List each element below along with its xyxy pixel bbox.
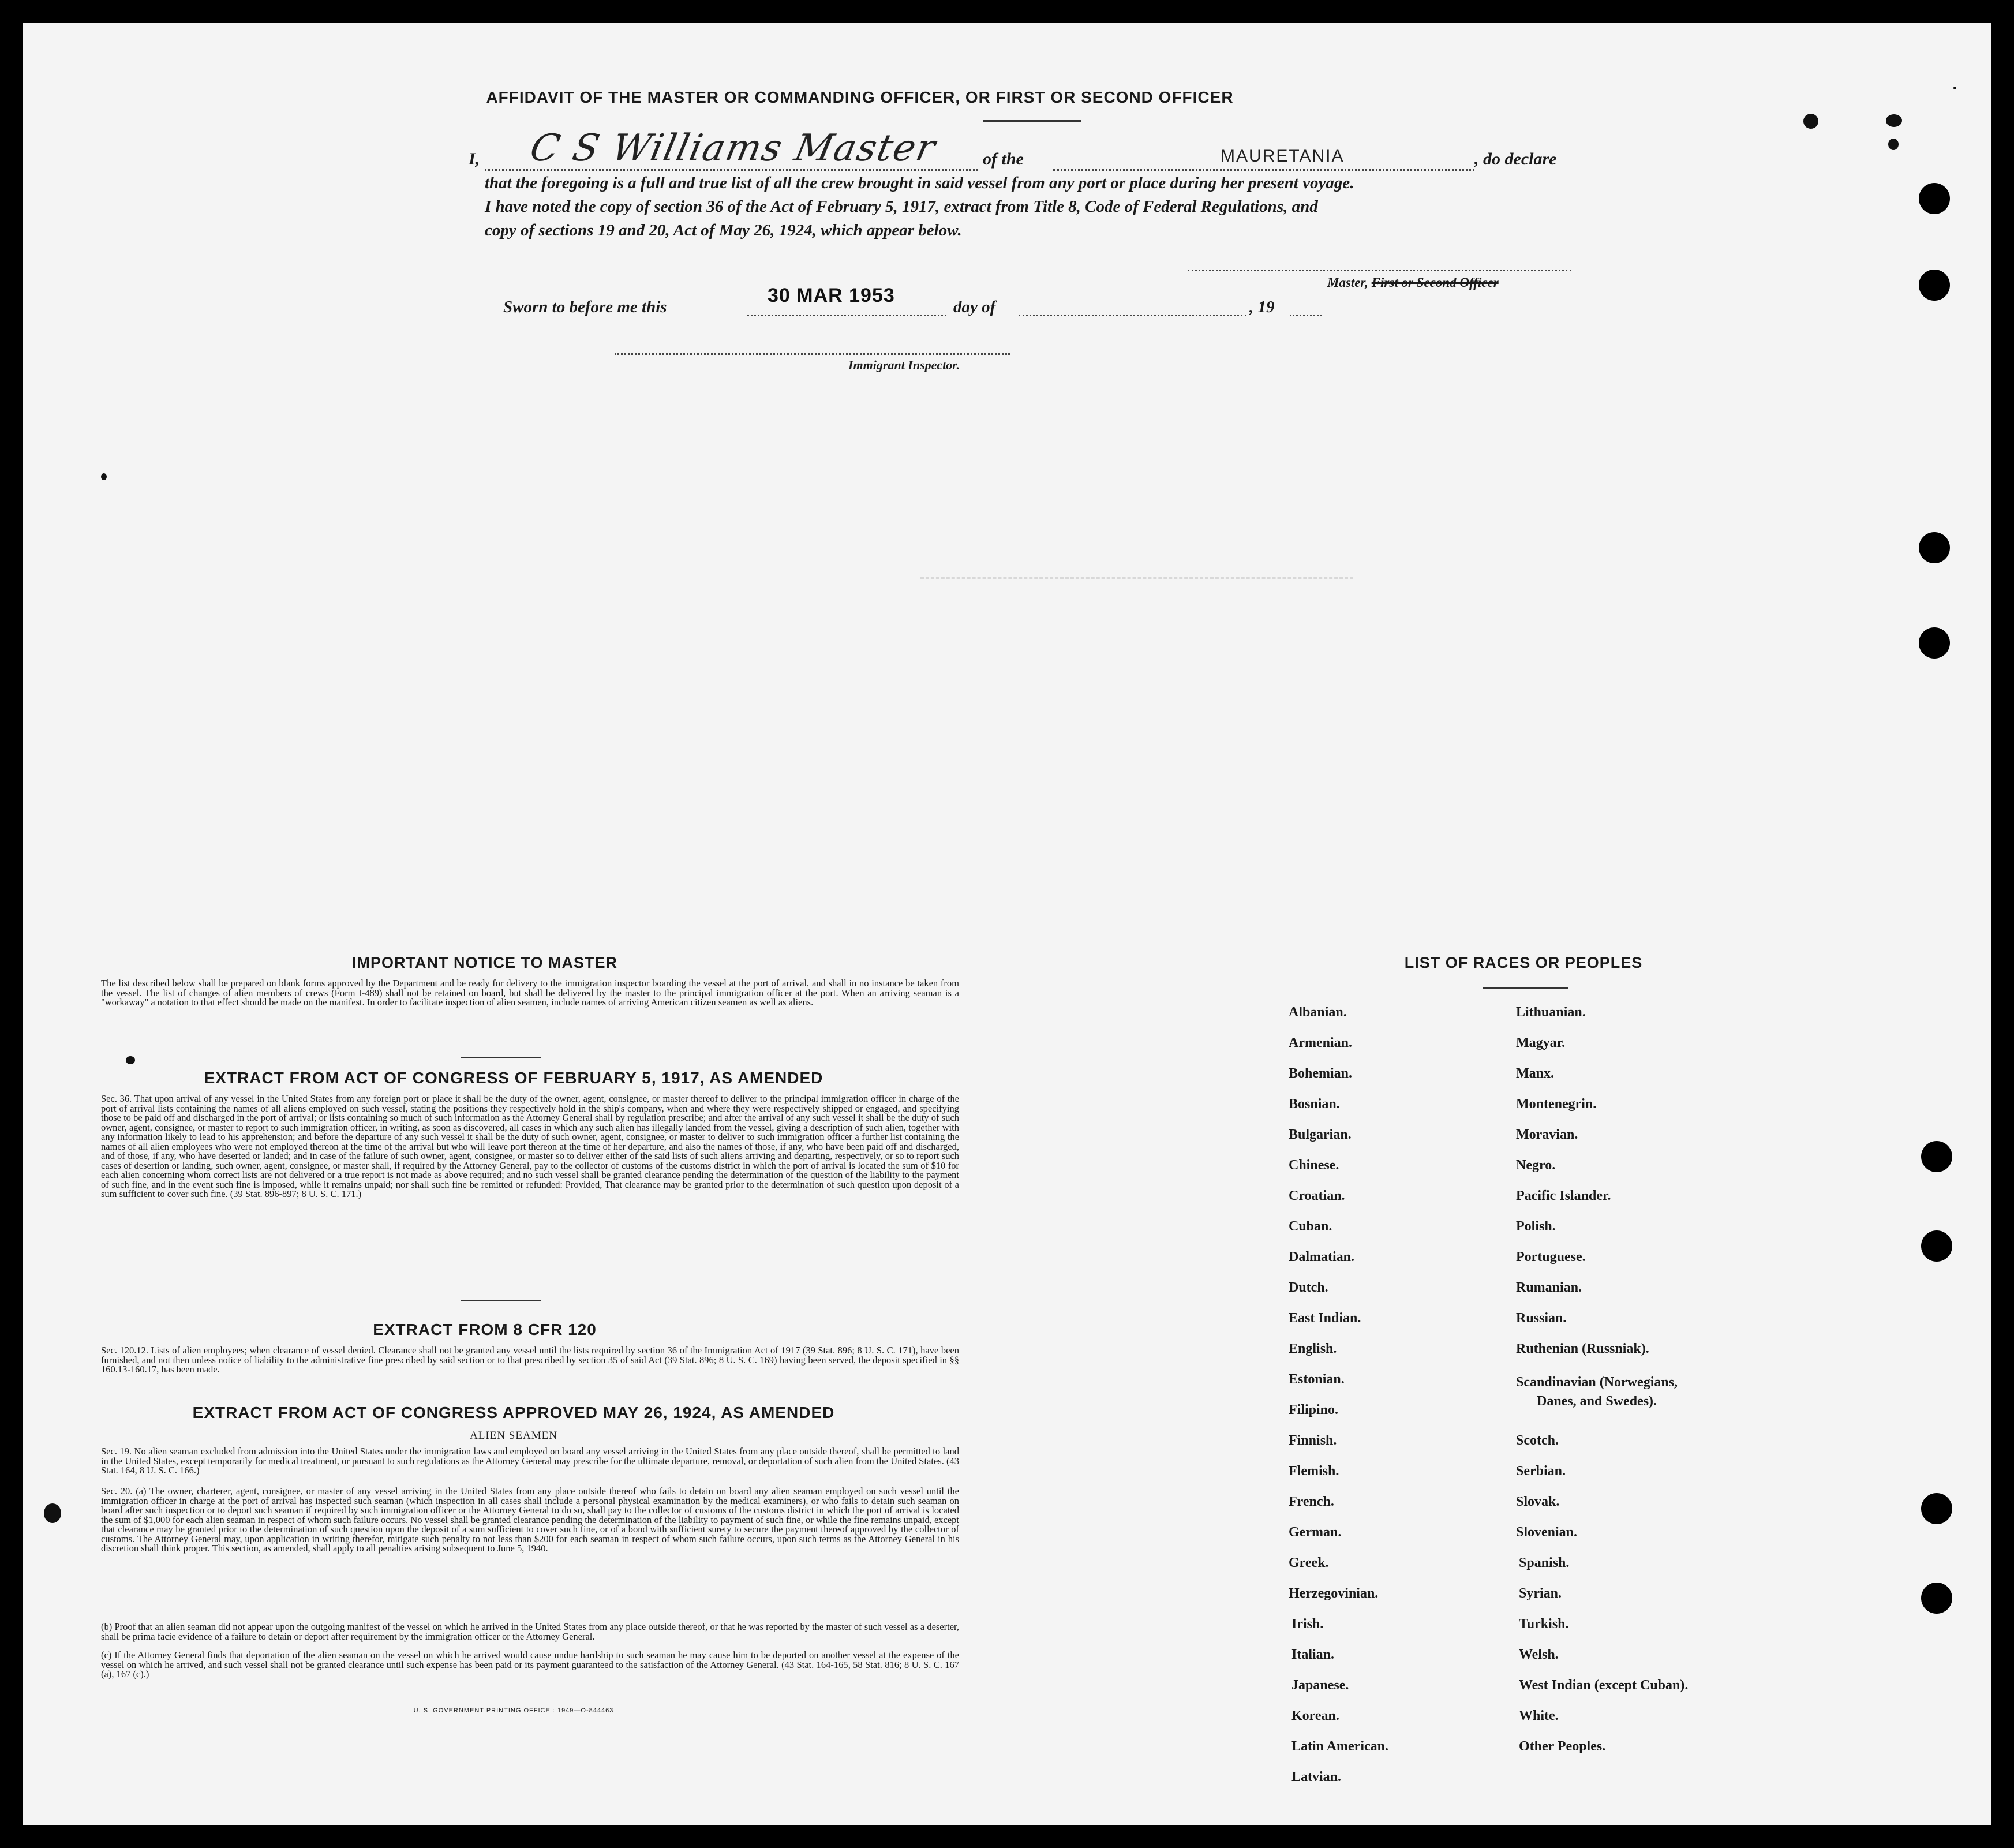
day-of-text: day of	[953, 298, 996, 316]
race-item: Magyar.	[1516, 1035, 1566, 1050]
name-line	[485, 169, 978, 171]
punch-hole	[1919, 270, 1950, 301]
race-item: Turkish.	[1519, 1617, 1569, 1632]
do-declare-text: , do declare	[1474, 149, 1557, 169]
race-item: Croatian.	[1289, 1188, 1345, 1203]
race-item: Ruthenian (Russniak).	[1516, 1341, 1649, 1356]
race-item: Herzegovinian.	[1289, 1586, 1379, 1601]
date-stamp: 30 MAR 1953	[768, 285, 895, 306]
race-item: Negro.	[1516, 1158, 1556, 1173]
ink-speck	[1803, 114, 1818, 129]
extract-cfr-body: Sec. 120.12. Lists of alien employees; when clearance of vessel denied. Clearance shall not be granted any vessel until the lists required by section 36 of the Immigration Act of 1917 (39 Stat. 896; 8 U. S. C. 171), have been furnished, and not then unless notice of liability to the administrative fine prescribed by said section or to that prescribed by section 35 of said Act (39 Stat. 896; 8 U. S. C. 169) having been served, the deposit specified in §§ 160.13-160.17, has been made.	[101, 1345, 959, 1375]
race-item: Japanese.	[1291, 1678, 1349, 1693]
race-item: Scandinavian (Norwegians,	[1516, 1375, 1678, 1390]
inspector-signature-line	[615, 353, 1010, 355]
race-item: Scotch.	[1516, 1433, 1559, 1448]
notice-body: The list described below shall be prepared on blank forms approved by the Department and be ready for delivery to the immigration inspector boarding the vessel at the port of arrival, and shall in no instance be taken from the vessel. The list of changes of alien members of crews (Form I-489) shall not be retained on board, but shall be delivered by the master to the principal immigration officer at the port. When an arriving seaman is a "workaway" a notation to that effect should be made on the manifest. In order to facilitate inspection of alien seamen, include names of arriving American citizen seamen as well as aliens.	[101, 978, 959, 1008]
ink-speck	[44, 1503, 61, 1523]
master-label: Master,	[1327, 275, 1368, 290]
affidavit-title: AFFIDAVIT OF THE MASTER OR COMMANDING OFFICER, OR FIRST OR SECOND OFFICER	[486, 88, 1234, 106]
race-item: Danes, and Swedes).	[1537, 1394, 1657, 1409]
declaration-line-2: that the foregoing is a full and true list of all the crew brought in said vessel from any port or place during her present voyage.	[485, 174, 1354, 192]
title-divider	[983, 120, 1081, 122]
race-item: Portuguese.	[1516, 1250, 1586, 1265]
race-item: Spanish.	[1519, 1555, 1570, 1570]
printing-office-footer: U. S. GOVERNMENT PRINTING OFFICE : 1949—O-844463	[413, 1707, 614, 1714]
race-item: Filipino.	[1289, 1402, 1339, 1417]
race-item: Lithuanian.	[1516, 1005, 1586, 1020]
race-item: Slovenian.	[1516, 1525, 1578, 1540]
race-item: Manx.	[1516, 1066, 1554, 1081]
sec-20c-body: (c) If the Attorney General finds that deportation of the alien seaman on the vessel on which he arrived would cause undue hardship to such seaman he may cause him to be deported on another vessel at the expense of the vessel on which he arrived, and such vessel shall not be granted clearance until such expense has been paid or its payment guaranteed to the satisfaction of the Attorney General. (43 Stat. 164-165, 58 Stat. 816; 8 U. S. C. 167 (a), 167 (c).)	[101, 1649, 959, 1679]
race-item: Latvian.	[1291, 1770, 1342, 1785]
race-item: Korean.	[1291, 1708, 1339, 1723]
extract-1917-divider	[461, 1300, 541, 1301]
race-item: Italian.	[1291, 1647, 1335, 1662]
races-title: LIST OF RACES OR PEOPLES	[1404, 954, 1643, 971]
ink-speck	[1953, 87, 1956, 89]
race-item: Slovak.	[1516, 1494, 1560, 1509]
vessel-name: MAURETANIA	[1221, 147, 1345, 166]
punch-hole	[1919, 532, 1950, 563]
race-item: Pacific Islander.	[1516, 1188, 1611, 1203]
race-item: Dutch.	[1289, 1280, 1328, 1295]
race-item: Latin American.	[1291, 1739, 1388, 1754]
ink-speck	[1886, 114, 1902, 127]
race-item: Flemish.	[1289, 1464, 1339, 1479]
document-page	[23, 23, 1991, 1825]
struck-officer-label: First or Second Officer	[1371, 275, 1499, 290]
races-divider	[1483, 987, 1568, 989]
notice-title: IMPORTANT NOTICE TO MASTER	[352, 954, 617, 971]
race-item: West Indian (except Cuban).	[1519, 1678, 1689, 1693]
notice-divider	[461, 1057, 541, 1058]
race-item: Moravian.	[1516, 1127, 1578, 1142]
race-item: East Indian.	[1289, 1311, 1361, 1326]
race-item: Greek.	[1289, 1555, 1329, 1570]
extract-1924-title: EXTRACT FROM ACT OF CONGRESS APPROVED MAY 26, 1924, AS AMENDED	[192, 1404, 835, 1421]
inspector-label: Immigrant Inspector.	[848, 358, 960, 372]
sec-20a-body: Sec. 20. (a) The owner, charterer, agent, consignee, or master of any vessel arriving in the United States from any place outside thereof who fails to detain on board any alien seaman employed on such vessel until the immigration officer in charge at the port of arrival has inspected such seaman (which inspection in all cases shall include a personal physical examination by the medical examiners), or who fails to detain such seaman on board after such inspection or to deport such seaman if required by such immigration officer or the Attorney General to do so, shall pay to the collector of customs of the customs district in which the port of arrival is located the sum of $1,000 for each alien seaman in respect of whom such failure occurs. No vessel shall be granted clearance pending the determination of the liability to payment of such fine, or while the fine remains unpaid, except that clearance may be granted prior to the determination of such question upon the deposit of a sum sufficient to cover such fine, or of a bond with sufficient surety to secure the payment thereof approved by the collector of customs. The Attorney General may, upon application in writing therefor, mitigate such penalty to not less than $200 for each seaman in respect of whom such failure occurs, upon such terms as the Attorney General in his discretion shall think proper. This section, as amended, shall apply to all penalties arising subsequent to June 5, 1940.	[101, 1486, 959, 1554]
race-item: Estonian.	[1289, 1372, 1345, 1387]
race-item: Dalmatian.	[1289, 1250, 1354, 1265]
punch-hole	[1919, 183, 1950, 214]
race-item: Russian.	[1516, 1311, 1567, 1326]
race-item: Bulgarian.	[1289, 1127, 1352, 1142]
alien-seamen-subtitle: ALIEN SEAMEN	[470, 1430, 557, 1442]
race-item: French.	[1289, 1494, 1334, 1509]
extract-cfr-title: EXTRACT FROM 8 CFR 120	[373, 1320, 597, 1338]
race-item: Other Peoples.	[1519, 1739, 1606, 1754]
race-item: Armenian.	[1289, 1035, 1352, 1050]
sworn-prefix: Sworn to before me this	[503, 298, 667, 316]
race-item: German.	[1289, 1525, 1342, 1540]
faint-mark	[920, 577, 1353, 579]
race-item: Montenegrin.	[1516, 1097, 1597, 1112]
ink-speck	[1888, 139, 1899, 150]
race-item: Polish.	[1516, 1219, 1556, 1234]
race-item: Bohemian.	[1289, 1066, 1353, 1081]
extract-1917-title: EXTRACT FROM ACT OF CONGRESS OF FEBRUARY 5, 1917, AS AMENDED	[204, 1069, 823, 1087]
master-signature-line	[1188, 270, 1571, 271]
declaration-line-4: copy of sections 19 and 20, Act of May 26, 1924, which appear below.	[485, 221, 962, 240]
race-item: Albanian.	[1289, 1005, 1347, 1020]
punch-hole	[1921, 1583, 1952, 1614]
punch-hole	[1919, 627, 1950, 659]
signature: C S Williams Master	[526, 127, 940, 170]
extract-1917-body: Sec. 36. That upon arrival of any vessel in the United States from any foreign port or place it shall be the duty of the owner, agent, consignee, or master thereof to deliver to the principal immigration officer in charge of the port of arrival lists containing the names of all aliens employed on such vessel, stating the positions they respectively hold in the ship's company, when and where they were respectively shipped or engaged, and specifying those to be paid off and discharged in the port of arrival; or lists containing so much of such information as the Attorney General shall by regulation prescribe; and after the arrival of any such vessel it shall be the duty of such owner, agent, consignee, or master to report to such immigration officer, in writing, as soon as discovered, all cases in which any such alien has illegally landed from the vessel, giving a description of such alien, together with any information likely to lead to his apprehension; and before the departure of any such vessel it shall be the duty of such owner, agent, consignee, or master to deliver to such immigration officer a further list containing the names of all alien employees who were not employed thereon at the time of the arrival but who will leave port thereon at the time of her departure, and also the names of those, if any, who have been paid off and discharged, and of those, if any, who have deserted or landed; and in case of the failure of such owner, agent, consignee, or master so to deliver either of the said lists of such aliens arriving and departing, respectively, or so to report such cases of desertion or landing, such owner, agent, consignee, or master shall, if required by the Attorney General, pay to the collector of customs of the customs district in which the port of arrival is located the sum of $10 for each alien concerning whom correct lists are not delivered or a true report is not made as above required; and no such vessel shall be granted clearance pending the determination of the question of the liability to the payment of such fine, and in the event such fine is imposed, while it remains unpaid; nor shall such fine be remitted or refunded: Provided, That clearance may be granted prior to the determination of such question upon deposit of a sum sufficient to cover such fine. (39 Stat. 896-897; 8 U. S. C. 171.)	[101, 1093, 959, 1199]
race-item: Cuban.	[1289, 1219, 1332, 1234]
ink-speck	[101, 473, 107, 480]
master-label-row	[1327, 275, 1499, 290]
year-line	[1290, 315, 1322, 316]
declaration-prefix: I,	[469, 149, 480, 169]
race-item: White.	[1519, 1708, 1559, 1723]
race-item: Irish.	[1291, 1617, 1324, 1632]
race-item: Serbian.	[1516, 1464, 1566, 1479]
punch-hole	[1921, 1230, 1952, 1262]
sworn-day-line	[747, 315, 946, 316]
race-item: Finnish.	[1289, 1433, 1337, 1448]
race-item: Bosnian.	[1289, 1097, 1340, 1112]
of-the-text: of the	[983, 149, 1024, 169]
punch-hole	[1921, 1141, 1952, 1172]
race-item: Syrian.	[1519, 1586, 1562, 1601]
punch-hole	[1921, 1493, 1952, 1524]
year-prefix: , 19	[1249, 298, 1275, 316]
race-item: Rumanian.	[1516, 1280, 1582, 1295]
ink-speck	[126, 1056, 135, 1064]
sec-19-body: Sec. 19. No alien seaman excluded from admission into the United States under the immigration laws and employed on board any vessel arriving in the United States from any place outside thereof, shall be permitted to land in the United States, except temporarily for medical treatment, or pursuant to such regulations as the Attorney General may prescribe for the ultimate departure, removal, or deportation of such alien from the United States. (43 Stat. 164, 8 U. S. C. 166.)	[101, 1446, 959, 1476]
vessel-line	[1053, 169, 1474, 171]
race-item: Welsh.	[1519, 1647, 1559, 1662]
declaration-line-3: I have noted the copy of section 36 of the Act of February 5, 1917, extract from Title 8, Code of Federal Regulations, and	[485, 197, 1318, 216]
month-line	[1019, 315, 1246, 316]
race-item: English.	[1289, 1341, 1337, 1356]
sec-20b-body: (b) Proof that an alien seaman did not appear upon the outgoing manifest of the vessel on which he arrived in the United States from any place outside thereof, or that he was reported by the master of such vessel as a deserter, shall be prima facie evidence of a failure to detain or deport after requirement by the immigration officer or the Attorney General.	[101, 1621, 959, 1642]
race-item: Chinese.	[1289, 1158, 1339, 1173]
